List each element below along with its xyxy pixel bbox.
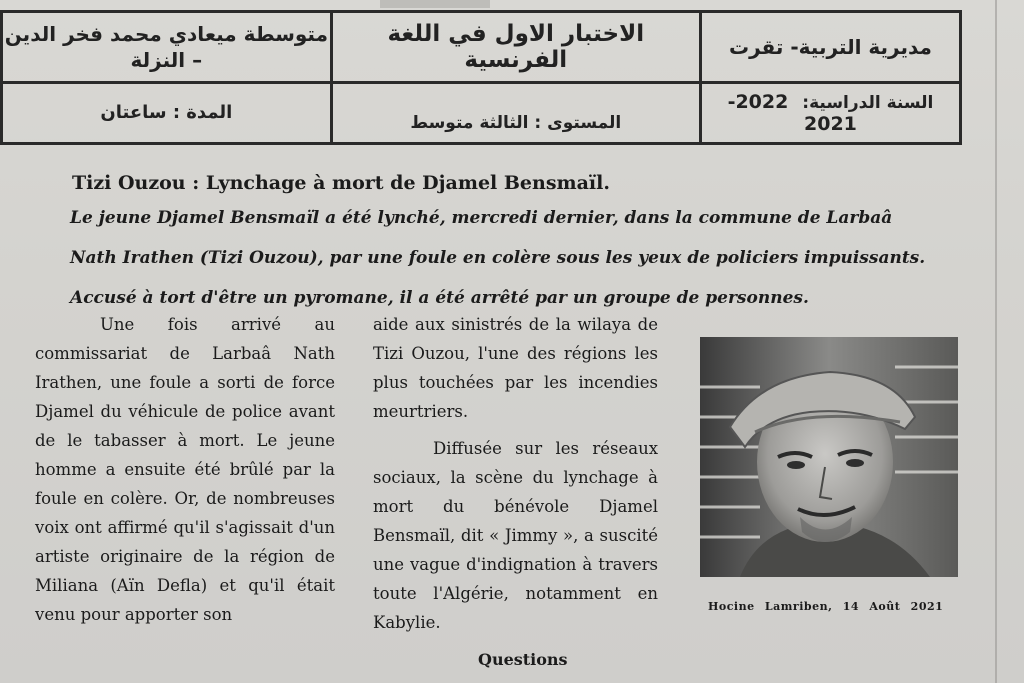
school-year-label: السنة الدراسية:: [802, 92, 934, 113]
column-2-paragraph-1: aide aux sinistrés de la wilaya de Tizi Ouzou, l'une des régions les plus touchées par les incendies meurtriers.: [373, 315, 658, 421]
top-edge-shadow: [380, 0, 490, 8]
school-name: متوسطة ميعادي محمد فخر الدين – النزلة: [2, 12, 332, 83]
class-level: المستوى : الثالثة متوسط: [331, 82, 700, 143]
exam-header-table: [0, 10, 962, 145]
article-column-1: Une fois arrivé au commissariat de Larbaâ Nath Irathen, une foule a sorti de force Djamel du véhicule de police avant de le tabasser à mort. Le jeune homme a ensuite été brûlé par la foule en colère. Or, de nombreuses voix ont affirmé qu'il s'agissait d'un artiste originaire de la région de Miliana (Aïn Defla) et qu'il était venu pour apporter son: [35, 315, 335, 624]
questions-heading: Questions: [478, 650, 568, 669]
directorate: مديرية التربية- تقرت: [700, 12, 960, 83]
exam-duration: المدة : ساعتان: [2, 82, 332, 143]
article-lead: Le jeune Djamel Bensmaïl a été lynché, mercredi dernier, dans la commune de Larbaâ Nath Irathen (Tizi Ouzou), par une foule en colère sous les yeux de policiers impuissants. Accusé à tort d'être un pyromane, il a été arrêté par un groupe de personnes.: [70, 208, 926, 308]
photo-credit: Hocine Lamriben, 14 Août 2021: [708, 600, 944, 613]
exam-title: الاختبار الاول في اللغة الفرنسية: [331, 12, 700, 83]
article-column-2: [373, 310, 658, 637]
page-edge-line: [995, 0, 997, 683]
school-year-value: 2022-2021: [727, 90, 857, 135]
column-2-paragraph-2: Diffusée sur les réseaux sociaux, la scène du lynchage à mort du bénévole Djamel Bensmaïl, dit « Jimmy », a suscité une vague d'indignation à travers toute l'Algérie, notamment en Kabylie.: [373, 439, 658, 632]
school-year-cell: [700, 82, 960, 143]
portrait-photo: [700, 337, 958, 577]
article-title: Tizi Ouzou : Lynchage à mort de Djamel Bensmaïl.: [72, 172, 610, 194]
